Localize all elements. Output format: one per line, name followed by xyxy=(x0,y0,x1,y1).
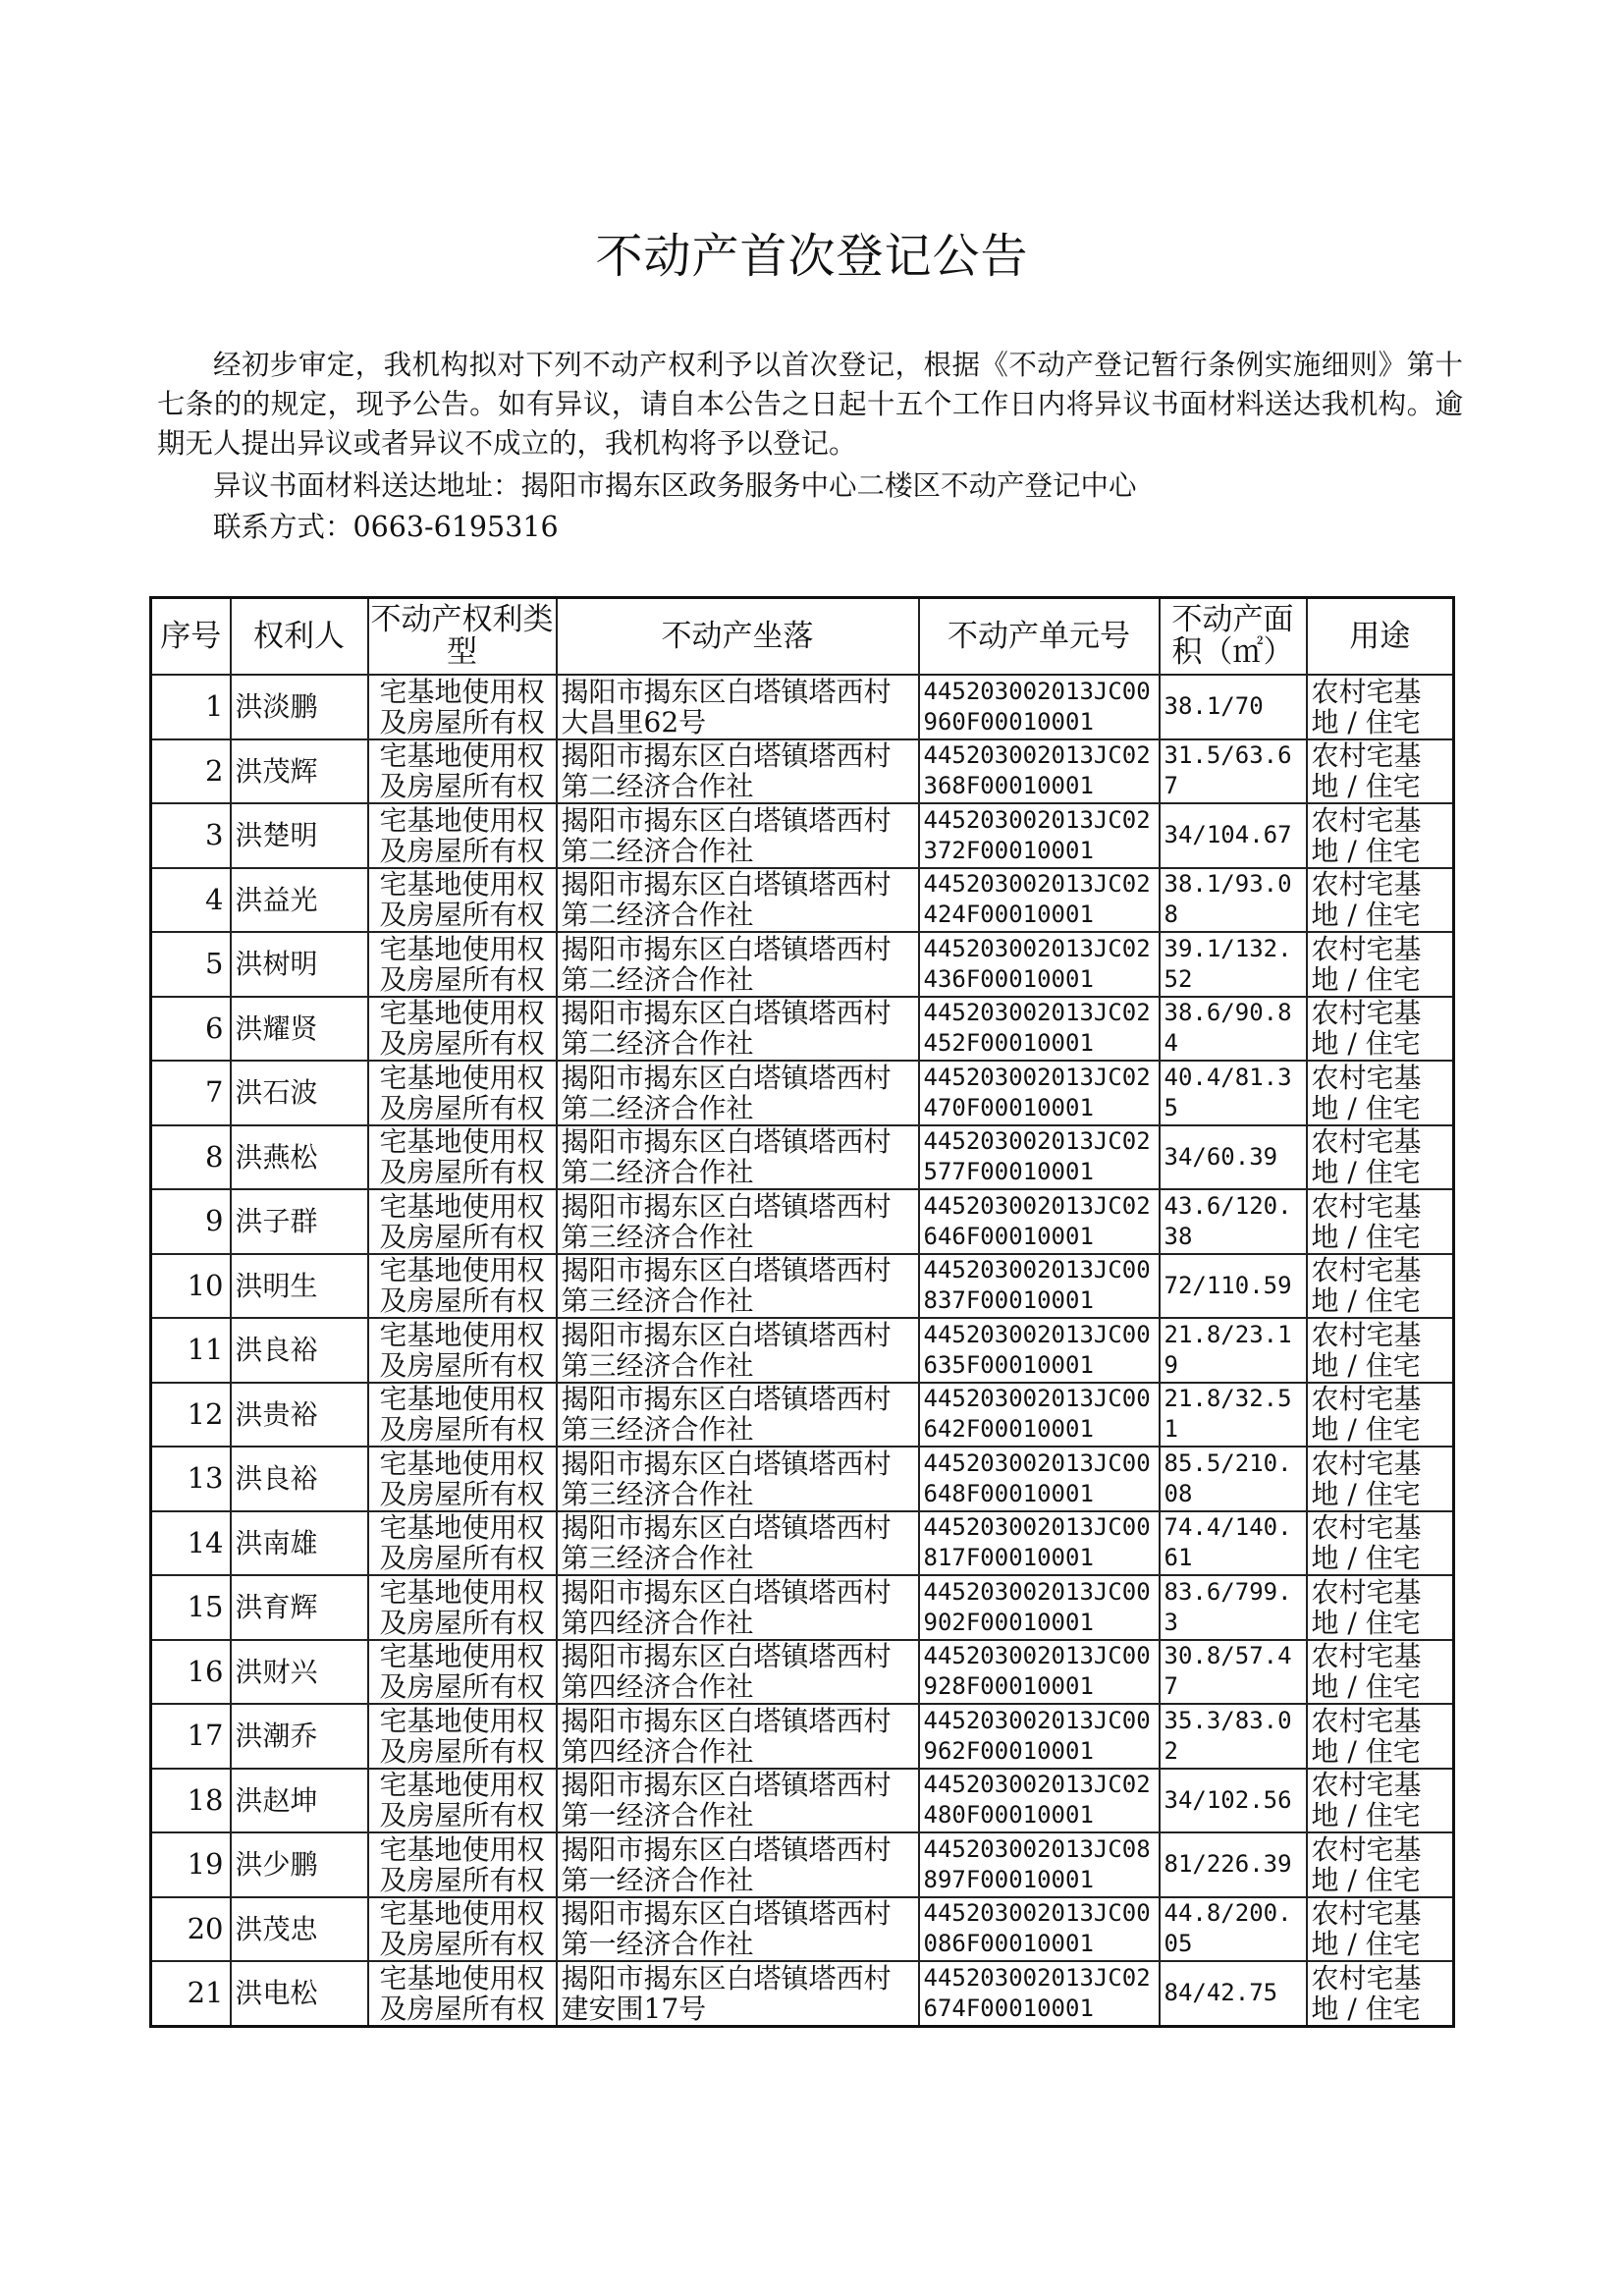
table-row xyxy=(151,1125,1454,1190)
table-row xyxy=(151,1961,1454,2026)
row-use: 农村宅基地 / 住宅 xyxy=(1307,1189,1454,1254)
row-location: 揭阳市揭东区白塔镇塔西村第四经济合作社 xyxy=(557,1575,919,1640)
row-use: 农村宅基地 / 住宅 xyxy=(1307,1769,1454,1833)
row-location: 揭阳市揭东区白塔镇塔西村第二经济合作社 xyxy=(557,997,919,1062)
row-area: 21.8/23.19 xyxy=(1160,1318,1307,1383)
row-unit-number: 445203002013JC08897F00010001 xyxy=(919,1832,1160,1897)
row-right-type: 宅基地使用权及房屋所有权 xyxy=(368,868,557,933)
row-right-type: 宅基地使用权及房屋所有权 xyxy=(368,1961,557,2026)
row-right-type: 宅基地使用权及房屋所有权 xyxy=(368,803,557,868)
row-unit-number: 445203002013JC00086F00010001 xyxy=(919,1897,1160,1962)
row-area: 35.3/83.02 xyxy=(1160,1704,1307,1769)
row-unit-number: 445203002013JC02452F00010001 xyxy=(919,997,1160,1062)
row-right-type: 宅基地使用权及房屋所有权 xyxy=(368,1575,557,1640)
row-location: 揭阳市揭东区白塔镇塔西村第一经济合作社 xyxy=(557,1897,919,1962)
row-area: 81/226.39 xyxy=(1160,1832,1307,1897)
row-unit-number: 445203002013JC00635F00010001 xyxy=(919,1318,1160,1383)
row-index: 4 xyxy=(151,868,231,933)
row-location: 揭阳市揭东区白塔镇塔西村第三经济合作社 xyxy=(557,1447,919,1511)
table-row xyxy=(151,932,1454,997)
row-location: 揭阳市揭东区白塔镇塔西村第三经济合作社 xyxy=(557,1318,919,1383)
row-index: 11 xyxy=(151,1318,231,1383)
row-use: 农村宅基地 / 住宅 xyxy=(1307,1061,1454,1125)
row-location: 揭阳市揭东区白塔镇塔西村第三经济合作社 xyxy=(557,1511,919,1576)
row-use: 农村宅基地 / 住宅 xyxy=(1307,1640,1454,1705)
row-area: 44.8/200.05 xyxy=(1160,1897,1307,1962)
row-use: 农村宅基地 / 住宅 xyxy=(1307,932,1454,997)
row-owner: 洪赵坤 xyxy=(231,1769,368,1833)
row-location: 揭阳市揭东区白塔镇塔西村第一经济合作社 xyxy=(557,1769,919,1833)
row-area: 40.4/81.35 xyxy=(1160,1061,1307,1125)
row-location: 揭阳市揭东区白塔镇塔西村第二经济合作社 xyxy=(557,739,919,804)
row-location: 揭阳市揭东区白塔镇塔西村第三经济合作社 xyxy=(557,1383,919,1448)
row-use: 农村宅基地 / 住宅 xyxy=(1307,803,1454,868)
row-index: 7 xyxy=(151,1061,231,1125)
row-index: 9 xyxy=(151,1189,231,1254)
row-location: 揭阳市揭东区白塔镇塔西村第二经济合作社 xyxy=(557,1125,919,1190)
row-right-type: 宅基地使用权及房屋所有权 xyxy=(368,1061,557,1125)
table-row xyxy=(151,1640,1454,1705)
row-owner: 洪益光 xyxy=(231,868,368,933)
row-right-type: 宅基地使用权及房屋所有权 xyxy=(368,1254,557,1319)
row-unit-number: 445203002013JC00642F00010001 xyxy=(919,1383,1160,1448)
row-owner: 洪贵裕 xyxy=(231,1383,368,1448)
row-unit-number: 445203002013JC02436F00010001 xyxy=(919,932,1160,997)
row-area: 38.1/70 xyxy=(1160,675,1307,739)
row-right-type: 宅基地使用权及房屋所有权 xyxy=(368,1447,557,1511)
row-index: 14 xyxy=(151,1511,231,1576)
row-owner: 洪淡鹏 xyxy=(231,675,368,739)
row-unit-number: 445203002013JC02424F00010001 xyxy=(919,868,1160,933)
contact-line: 联系方式：0663-6195316 xyxy=(213,511,559,543)
row-owner: 洪财兴 xyxy=(231,1640,368,1705)
row-right-type: 宅基地使用权及房屋所有权 xyxy=(368,1511,557,1576)
row-index: 3 xyxy=(151,803,231,868)
objection-address-line: 异议书面材料送达地址：揭阳市揭东区政务服务中心二楼区不动产登记中心 xyxy=(213,469,1137,502)
header-owner: 权利人 xyxy=(231,598,368,676)
row-use: 农村宅基地 / 住宅 xyxy=(1307,1511,1454,1576)
table-row xyxy=(151,1447,1454,1511)
row-area: 43.6/120.38 xyxy=(1160,1189,1307,1254)
row-owner: 洪茂忠 xyxy=(231,1897,368,1962)
row-owner: 洪燕松 xyxy=(231,1125,368,1190)
row-area: 21.8/32.51 xyxy=(1160,1383,1307,1448)
row-location: 揭阳市揭东区白塔镇塔西村第三经济合作社 xyxy=(557,1254,919,1319)
row-area: 83.6/799.3 xyxy=(1160,1575,1307,1640)
row-owner: 洪楚明 xyxy=(231,803,368,868)
row-right-type: 宅基地使用权及房屋所有权 xyxy=(368,1769,557,1833)
row-unit-number: 445203002013JC02470F00010001 xyxy=(919,1061,1160,1125)
row-right-type: 宅基地使用权及房屋所有权 xyxy=(368,739,557,804)
row-index: 12 xyxy=(151,1383,231,1448)
row-use: 农村宅基地 / 住宅 xyxy=(1307,997,1454,1062)
row-location: 揭阳市揭东区白塔镇塔西村第四经济合作社 xyxy=(557,1704,919,1769)
row-right-type: 宅基地使用权及房屋所有权 xyxy=(368,997,557,1062)
row-right-type: 宅基地使用权及房屋所有权 xyxy=(368,1125,557,1190)
row-owner: 洪良裕 xyxy=(231,1447,368,1511)
table-row xyxy=(151,997,1454,1062)
row-area: 38.1/93.08 xyxy=(1160,868,1307,933)
table-row xyxy=(151,1511,1454,1576)
table-row xyxy=(151,1769,1454,1833)
row-location: 揭阳市揭东区白塔镇塔西村建安围17号 xyxy=(557,1961,919,2026)
row-unit-number: 445203002013JC02480F00010001 xyxy=(919,1769,1160,1833)
header-use: 用途 xyxy=(1307,598,1454,676)
row-area: 39.1/132.52 xyxy=(1160,932,1307,997)
header-index: 序号 xyxy=(151,598,231,676)
row-use: 农村宅基地 / 住宅 xyxy=(1307,675,1454,739)
row-owner: 洪石波 xyxy=(231,1061,368,1125)
row-use: 农村宅基地 / 住宅 xyxy=(1307,1254,1454,1319)
table-row xyxy=(151,1704,1454,1769)
row-index: 19 xyxy=(151,1832,231,1897)
row-area: 30.8/57.47 xyxy=(1160,1640,1307,1705)
row-owner: 洪树明 xyxy=(231,932,368,997)
row-right-type: 宅基地使用权及房屋所有权 xyxy=(368,932,557,997)
row-right-type: 宅基地使用权及房屋所有权 xyxy=(368,1189,557,1254)
row-area: 34/104.67 xyxy=(1160,803,1307,868)
row-index: 17 xyxy=(151,1704,231,1769)
row-unit-number: 445203002013JC02674F00010001 xyxy=(919,1961,1160,2026)
row-owner: 洪明生 xyxy=(231,1254,368,1319)
row-owner: 洪子群 xyxy=(231,1189,368,1254)
table-row xyxy=(151,675,1454,739)
row-location: 揭阳市揭东区白塔镇塔西村第二经济合作社 xyxy=(557,803,919,868)
row-right-type: 宅基地使用权及房屋所有权 xyxy=(368,1832,557,1897)
header-location: 不动产坐落 xyxy=(557,598,919,676)
table-row xyxy=(151,1189,1454,1254)
row-owner: 洪潮乔 xyxy=(231,1704,368,1769)
row-right-type: 宅基地使用权及房屋所有权 xyxy=(368,1318,557,1383)
row-index: 6 xyxy=(151,997,231,1062)
row-unit-number: 445203002013JC00837F00010001 xyxy=(919,1254,1160,1319)
header-area: 不动产面积（㎡） xyxy=(1160,598,1307,676)
row-index: 16 xyxy=(151,1640,231,1705)
header-right-type: 不动产权利类型 xyxy=(368,598,557,676)
row-right-type: 宅基地使用权及房屋所有权 xyxy=(368,1640,557,1705)
row-use: 农村宅基地 / 住宅 xyxy=(1307,1961,1454,2026)
row-unit-number: 445203002013JC02577F00010001 xyxy=(919,1125,1160,1190)
row-owner: 洪少鹏 xyxy=(231,1832,368,1897)
row-use: 农村宅基地 / 住宅 xyxy=(1307,1575,1454,1640)
row-use: 农村宅基地 / 住宅 xyxy=(1307,1318,1454,1383)
row-index: 13 xyxy=(151,1447,231,1511)
row-area: 85.5/210.08 xyxy=(1160,1447,1307,1511)
row-area: 38.6/90.84 xyxy=(1160,997,1307,1062)
row-unit-number: 445203002013JC00960F00010001 xyxy=(919,675,1160,739)
row-location: 揭阳市揭东区白塔镇塔西村第三经济合作社 xyxy=(557,1189,919,1254)
row-owner: 洪南雄 xyxy=(231,1511,368,1576)
row-use: 农村宅基地 / 住宅 xyxy=(1307,1383,1454,1448)
row-area: 34/102.56 xyxy=(1160,1769,1307,1833)
table-row xyxy=(151,1061,1454,1125)
row-area: 34/60.39 xyxy=(1160,1125,1307,1190)
row-index: 15 xyxy=(151,1575,231,1640)
row-unit-number: 445203002013JC00817F00010001 xyxy=(919,1511,1160,1576)
notice-title: 不动产首次登记公告 xyxy=(595,229,1029,284)
table-row xyxy=(151,1575,1454,1640)
header-unit-number: 不动产单元号 xyxy=(919,598,1160,676)
row-location: 揭阳市揭东区白塔镇塔西村第二经济合作社 xyxy=(557,932,919,997)
row-use: 农村宅基地 / 住宅 xyxy=(1307,1447,1454,1511)
notice-intro-paragraph: 经初步审定，我机构拟对下列不动产权利予以首次登记，根据《不动产登记暂行条例实施细则》第十七条的的规定，现予公告。如有异议，请自本公告之日起十五个工作日内将异议书面材料送达我机构。逾期无人提出异议或者异议不成立的，我机构将予以登记。 xyxy=(157,349,1463,460)
table-row xyxy=(151,739,1454,804)
row-right-type: 宅基地使用权及房屋所有权 xyxy=(368,1704,557,1769)
row-unit-number: 445203002013JC02368F00010001 xyxy=(919,739,1160,804)
row-index: 20 xyxy=(151,1897,231,1962)
table-row xyxy=(151,1318,1454,1383)
row-use: 农村宅基地 / 住宅 xyxy=(1307,1125,1454,1190)
row-area: 72/110.59 xyxy=(1160,1254,1307,1319)
row-location: 揭阳市揭东区白塔镇塔西村第二经济合作社 xyxy=(557,1061,919,1125)
row-area: 31.5/63.67 xyxy=(1160,739,1307,804)
row-right-type: 宅基地使用权及房屋所有权 xyxy=(368,675,557,739)
row-unit-number: 445203002013JC02646F00010001 xyxy=(919,1189,1160,1254)
row-index: 21 xyxy=(151,1961,231,2026)
row-owner: 洪耀贤 xyxy=(231,997,368,1062)
row-use: 农村宅基地 / 住宅 xyxy=(1307,1832,1454,1897)
row-location: 揭阳市揭东区白塔镇塔西村第一经济合作社 xyxy=(557,1832,919,1897)
table-row xyxy=(151,1383,1454,1448)
table-row xyxy=(151,1832,1454,1897)
table-row xyxy=(151,803,1454,868)
row-location: 揭阳市揭东区白塔镇塔西村大昌里62号 xyxy=(557,675,919,739)
row-index: 18 xyxy=(151,1769,231,1833)
table-row xyxy=(151,1897,1454,1962)
row-right-type: 宅基地使用权及房屋所有权 xyxy=(368,1897,557,1962)
row-use: 农村宅基地 / 住宅 xyxy=(1307,1897,1454,1962)
row-location: 揭阳市揭东区白塔镇塔西村第四经济合作社 xyxy=(557,1640,919,1705)
row-use: 农村宅基地 / 住宅 xyxy=(1307,868,1454,933)
table-header-row xyxy=(151,598,1454,676)
row-index: 10 xyxy=(151,1254,231,1319)
row-right-type: 宅基地使用权及房屋所有权 xyxy=(368,1383,557,1448)
row-area: 74.4/140.61 xyxy=(1160,1511,1307,1576)
registration-table xyxy=(149,596,1455,2028)
table-row xyxy=(151,868,1454,933)
row-unit-number: 445203002013JC02372F00010001 xyxy=(919,803,1160,868)
row-index: 1 xyxy=(151,675,231,739)
row-owner: 洪电松 xyxy=(231,1961,368,2026)
table-row xyxy=(151,1254,1454,1319)
row-index: 8 xyxy=(151,1125,231,1190)
row-unit-number: 445203002013JC00928F00010001 xyxy=(919,1640,1160,1705)
row-index: 2 xyxy=(151,739,231,804)
row-location: 揭阳市揭东区白塔镇塔西村第二经济合作社 xyxy=(557,868,919,933)
row-area: 84/42.75 xyxy=(1160,1961,1307,2026)
row-owner: 洪良裕 xyxy=(231,1318,368,1383)
row-owner: 洪育辉 xyxy=(231,1575,368,1640)
row-unit-number: 445203002013JC00962F00010001 xyxy=(919,1704,1160,1769)
row-unit-number: 445203002013JC00902F00010001 xyxy=(919,1575,1160,1640)
row-owner: 洪茂辉 xyxy=(231,739,368,804)
row-use: 农村宅基地 / 住宅 xyxy=(1307,1704,1454,1769)
row-index: 5 xyxy=(151,932,231,997)
row-unit-number: 445203002013JC00648F00010001 xyxy=(919,1447,1160,1511)
row-use: 农村宅基地 / 住宅 xyxy=(1307,739,1454,804)
